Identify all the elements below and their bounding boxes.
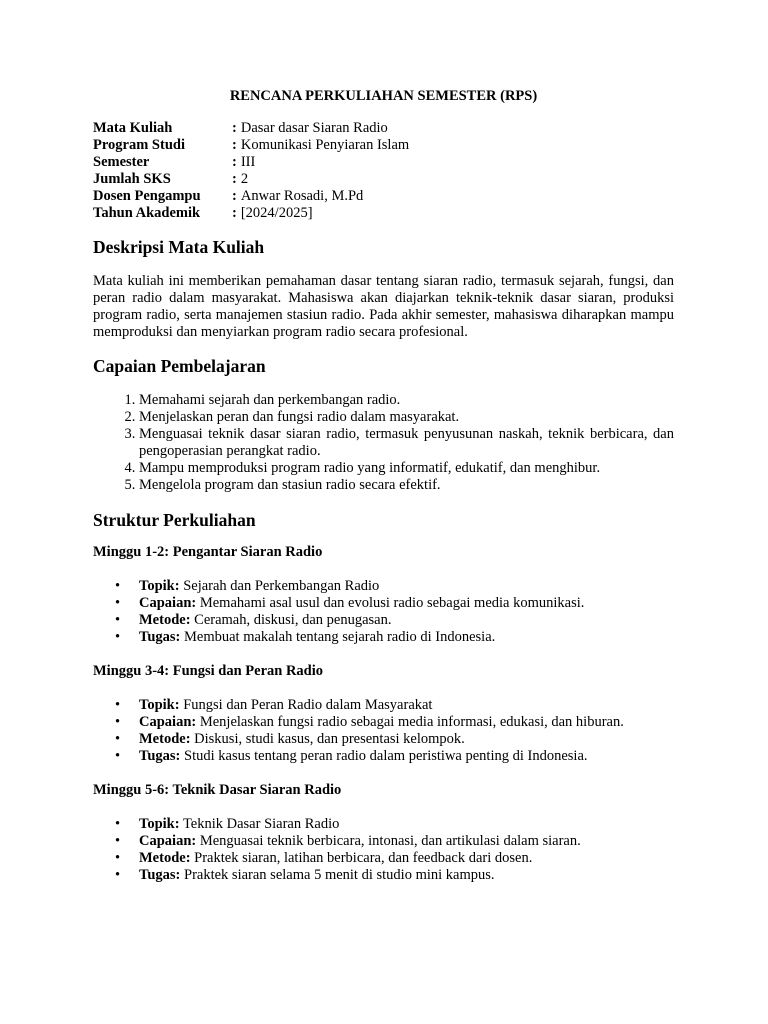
week-topics-list — [93, 697, 674, 765]
description-heading: Deskripsi Mata Kuliah — [93, 237, 265, 257]
bullet-icon: • — [115, 629, 121, 645]
item-text: Menjelaskan fungsi radio sebagai media informasi, edukasi, dan hiburan. — [199, 714, 624, 730]
info-label: Tahun Akademik — [93, 205, 201, 221]
item-text: Membuat makalah tentang sejarah radio di Indonesia. — [184, 629, 496, 645]
item-key: Topik: — [139, 697, 180, 713]
list-item — [115, 714, 674, 731]
outcomes-list — [93, 392, 674, 494]
week-heading: Minggu 3-4: Fungsi dan Peran Radio — [93, 663, 324, 679]
list-item — [115, 867, 674, 884]
info-label: Mata Kuliah — [93, 120, 173, 136]
item-text: Sejarah dan Perkembangan Radio — [183, 578, 380, 594]
item-text: Praktek siaran selama 5 menit di studio mini kampus. — [184, 867, 495, 883]
list-item — [115, 697, 674, 714]
week-topics-list — [93, 578, 674, 646]
item-text: Memahami asal usul dan evolusi radio sebagai media komunikasi. — [199, 595, 585, 611]
bullet-icon: • — [115, 748, 121, 764]
item-key: Metode: — [139, 612, 191, 628]
list-item: 5. Mengelola program dan stasiun radio secara efektif. — [139, 477, 674, 494]
list-item — [115, 816, 674, 833]
info-colon: : — [232, 120, 237, 136]
item-key: Capaian: — [139, 714, 197, 730]
list-item: 1. Memahami sejarah dan perkembangan radio. — [139, 392, 674, 409]
item-text: Studi kasus tentang peran radio dalam peristiwa penting di Indonesia. — [184, 748, 588, 764]
item-key: Metode: — [139, 850, 191, 866]
info-value: Anwar Rosadi, M.Pd — [240, 188, 364, 204]
item-text: Menguasai teknik berbicara, intonasi, dan artikulasi dalam siaran. — [199, 833, 581, 849]
info-label: Program Studi — [93, 137, 185, 153]
item-text: Ceramah, diskusi, dan penugasan. — [194, 612, 392, 628]
list-item: 3. Menguasai teknik dasar siaran radio, termasuk penyusunan naskah, teknik berbicara, dan pengoperasian perangkat radio. — [139, 426, 674, 460]
info-row-semester — [93, 154, 674, 171]
item-key: Topik: — [139, 578, 180, 594]
bullet-icon: • — [115, 578, 121, 594]
bullet-icon: • — [115, 714, 121, 730]
info-row-academic-year — [93, 205, 674, 222]
bullet-icon: • — [115, 731, 121, 747]
info-value: III — [240, 154, 256, 170]
item-key: Metode: — [139, 731, 191, 747]
info-row-credits — [93, 171, 674, 188]
item-key: Capaian: — [139, 833, 197, 849]
week-topics-list — [93, 816, 674, 884]
item-key: Tugas: — [139, 867, 181, 883]
info-colon: : — [232, 188, 237, 204]
info-colon: : — [232, 154, 237, 170]
info-row-course — [93, 120, 674, 137]
info-colon: : — [232, 171, 237, 187]
list-item — [115, 595, 674, 612]
item-key: Tugas: — [139, 629, 181, 645]
info-value: Dasar dasar Siaran Radio — [240, 120, 388, 136]
list-item — [115, 833, 674, 850]
info-label: Jumlah SKS — [93, 171, 171, 187]
item-key: Topik: — [139, 816, 180, 832]
item-text: Praktek siaran, latihan berbicara, dan feedback dari dosen. — [194, 850, 533, 866]
info-colon: : — [232, 137, 237, 153]
info-label: Semester — [93, 154, 150, 170]
item-text: Fungsi dan Peran Radio dalam Masyarakat — [183, 697, 433, 713]
list-item: 2. Menjelaskan peran dan fungsi radio dalam masyarakat. — [139, 409, 674, 426]
list-item — [115, 578, 674, 595]
item-key: Capaian: — [139, 595, 197, 611]
week-heading: Minggu 5-6: Teknik Dasar Siaran Radio — [93, 782, 342, 798]
description-text: Mata kuliah ini memberikan pemahaman dasar tentang siaran radio, termasuk sejarah, fungsi, dan peran radio dalam masyarakat. Mahasiswa akan diajarkan teknik-teknik dasar siaran, produksi program radio, serta manajemen stasiun radio. Pada akhir semester, mahasiswa diharapkan mampu memproduksi dan menyiarkan program radio secara profesional. — [93, 273, 674, 340]
info-row-lecturer — [93, 188, 674, 205]
info-value: 2 — [240, 171, 249, 187]
info-colon: : — [232, 205, 237, 221]
course-info-table — [93, 120, 674, 222]
list-item — [115, 748, 674, 765]
info-value: Komunikasi Penyiaran Islam — [240, 137, 410, 153]
list-item — [115, 850, 674, 867]
item-text: Teknik Dasar Siaran Radio — [182, 816, 340, 832]
list-item — [115, 629, 674, 646]
document-title: RENCANA PERKULIAHAN SEMESTER (RPS) — [229, 88, 538, 104]
bullet-icon: • — [115, 816, 121, 832]
info-row-program — [93, 137, 674, 154]
info-value: [2024/2025] — [240, 205, 313, 221]
bullet-icon: • — [115, 697, 121, 713]
outcomes-heading: Capaian Pembelajaran — [93, 356, 266, 376]
item-text: Diskusi, studi kasus, dan presentasi kelompok. — [194, 731, 465, 747]
bullet-icon: • — [115, 612, 121, 628]
week-heading: Minggu 1-2: Pengantar Siaran Radio — [93, 544, 323, 560]
list-item: 4. Mampu memproduksi program radio yang informatif, edukatif, dan menghibur. — [139, 460, 674, 477]
item-key: Tugas: — [139, 748, 181, 764]
bullet-icon: • — [115, 833, 121, 849]
bullet-icon: • — [115, 595, 121, 611]
document-content — [93, 88, 674, 884]
bullet-icon: • — [115, 850, 121, 866]
bullet-icon: • — [115, 867, 121, 883]
list-item — [115, 731, 674, 748]
structure-heading: Struktur Perkuliahan — [93, 510, 256, 530]
info-label: Dosen Pengampu — [93, 188, 201, 204]
list-item — [115, 612, 674, 629]
